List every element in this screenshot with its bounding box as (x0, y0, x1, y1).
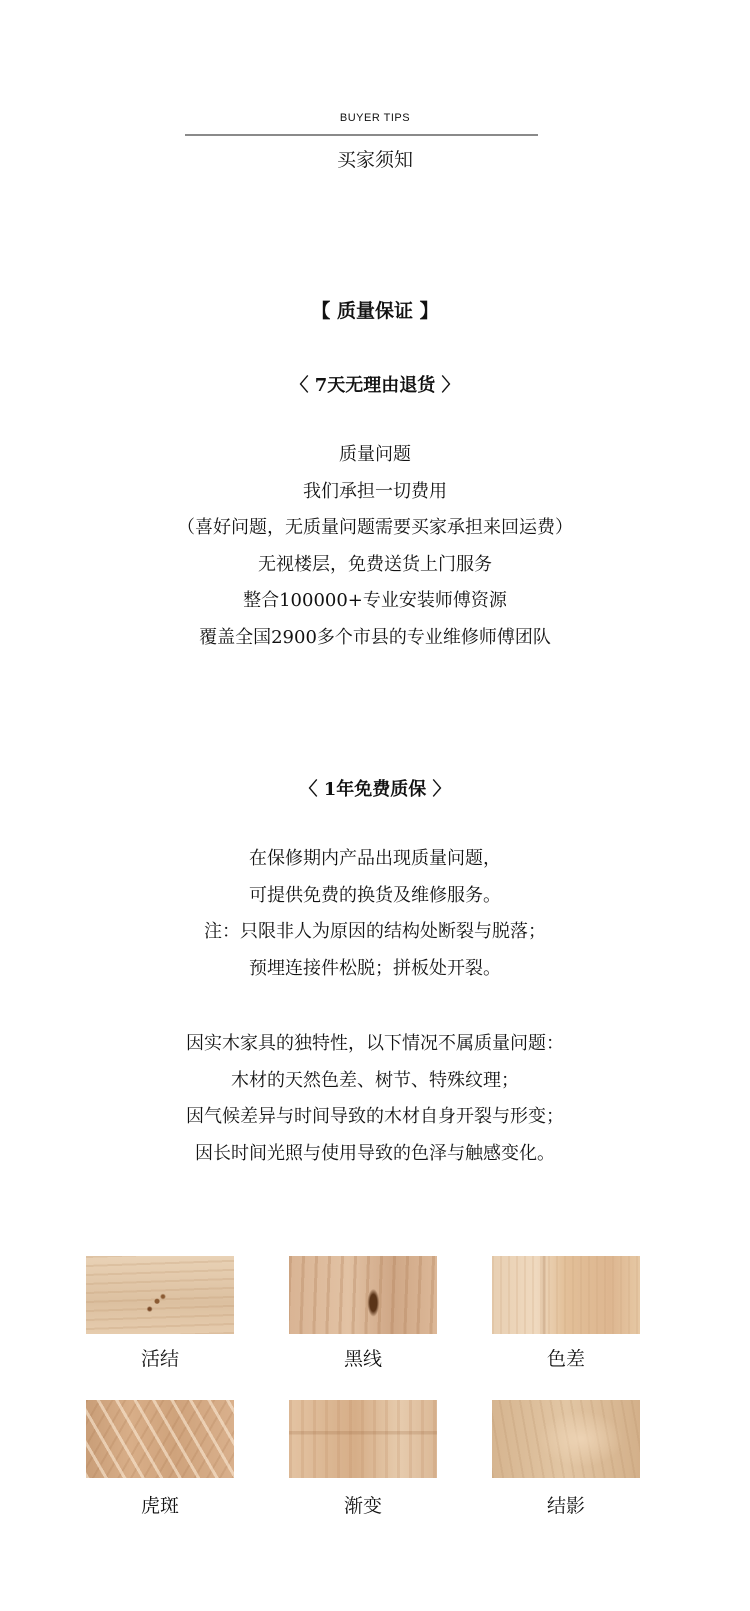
return-line: 覆盖全国2900多个市县的专业维修师傅团队 (199, 626, 551, 648)
swatch-label: 渐变 (343, 1495, 382, 1517)
wood-notice-line: 木材的天然色差、树节、特殊纹理； (231, 1069, 519, 1091)
warranty-text (0, 841, 750, 987)
wood-notice-line: 因长时间光照与使用导致的色泽与触感变化。 (195, 1142, 555, 1164)
swatch-label: 黑线 (343, 1348, 382, 1370)
header-divider (185, 134, 538, 136)
swatch-label: 虎斑 (140, 1495, 179, 1517)
warranty-title: 〈 1年免费质保 〉 (299, 779, 451, 800)
swatch-label: 活结 (140, 1348, 179, 1370)
swatch-label: 结影 (546, 1495, 585, 1517)
header-title-cn: 买家须知 (336, 149, 413, 171)
wood-swatch-image (86, 1256, 234, 1334)
quality-section-title: 【 质量保证 】 (311, 300, 439, 322)
warranty-line: 预埋连接件松脱；拼板处开裂。 (249, 957, 501, 979)
return-line: 质量问题 (339, 444, 411, 465)
warranty-line: 可提供免费的换货及维修服务。 (249, 884, 501, 906)
wood-notice-line: 因气候差异与时间导致的木材自身开裂与形变； (186, 1106, 564, 1127)
warranty-line: 在保修期内产品出现质量问题， (249, 848, 501, 869)
wood-notice-text (0, 1026, 750, 1172)
return-line: 我们承担一切费用 (303, 480, 447, 502)
wood-swatch-image (492, 1256, 640, 1334)
return-policy-text (0, 437, 750, 656)
swatch-label: 色差 (546, 1348, 585, 1370)
header-title-en: BUYER TIPS (339, 112, 411, 124)
return-line: 整合100000+专业安装师傅资源 (243, 590, 507, 611)
warranty-line: 注：只限非人为原因的结构处断裂与脱落； (204, 921, 546, 942)
wood-notice-line: 因实木家具的独特性，以下情况不属质量问题： (186, 1033, 564, 1054)
wood-swatch-image (86, 1400, 234, 1478)
return-line: （喜好问题，无质量问题需要买家承担来回运费） (177, 517, 573, 538)
wood-swatch-image (289, 1256, 437, 1334)
wood-swatch-image (492, 1400, 640, 1478)
return-policy-title: 〈 7天无理由退货 〉 (290, 375, 460, 396)
return-line: 无视楼层，免费送货上门服务 (258, 553, 492, 575)
wood-swatch-image (289, 1400, 437, 1478)
